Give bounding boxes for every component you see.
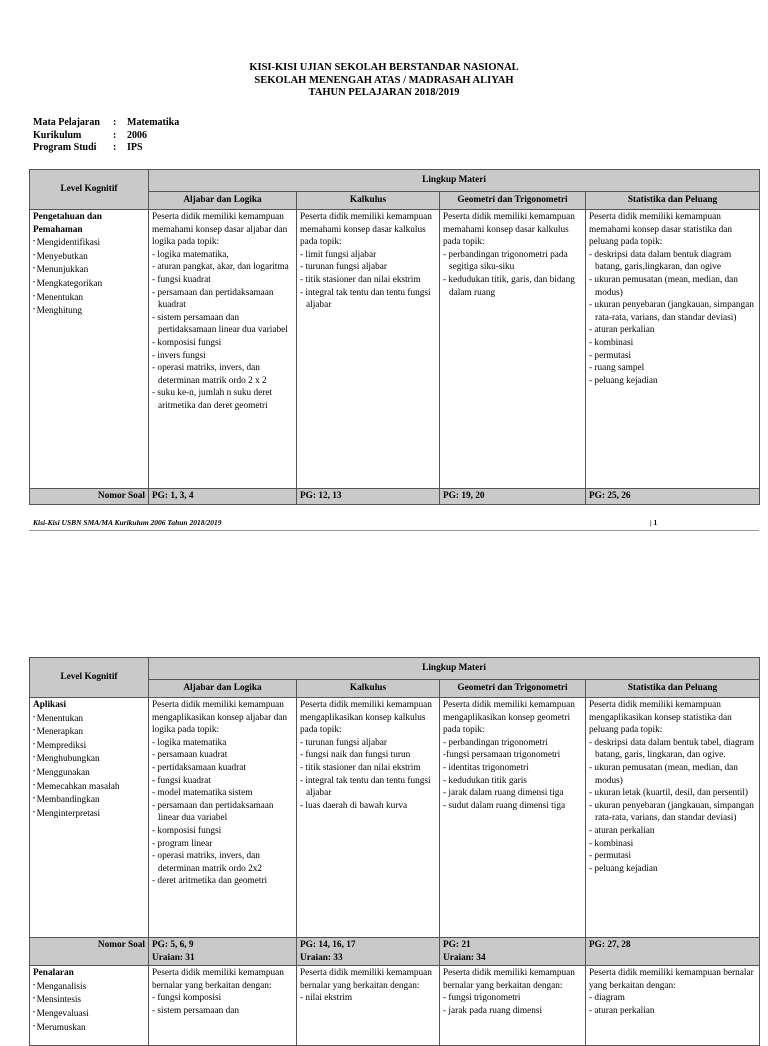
meta-row-subject: Mata Pelajaran : Matematika — [33, 117, 180, 128]
list-item: • Menghubungkan — [33, 752, 145, 766]
level-cell — [30, 966, 149, 1046]
topic-list — [300, 737, 436, 813]
header-line-1: KISI-KISI UJIAN SEKOLAH BERSTANDAR NASIONAL — [249, 62, 519, 73]
list-item: - persamaan kuadrat — [152, 750, 228, 761]
header-line-3: TAHUN PELAJARAN 2018/2019 — [308, 87, 460, 98]
nomor-uraian: Uraian: 34 — [443, 952, 486, 963]
list-item: - fungsi kuadrat — [152, 775, 211, 786]
materi-cell — [440, 966, 586, 1046]
column-header-aljabar: Aljabar dan Logika — [149, 192, 297, 210]
list-item: - nilai ekstrim — [300, 993, 353, 1004]
cell-intro: Peserta didik memiliki kemampuan bernalar yang berkaitan dengan: — [589, 968, 754, 991]
list-item: - perbandingan trigonometri — [443, 737, 548, 748]
materi-cell — [149, 210, 297, 489]
list-item: - ukuran penyebaran (jangkauan, simpangan rata-rata, varians, dan standar deviasi) — [589, 300, 754, 323]
list-item: • Menentukan — [33, 712, 145, 726]
cell-intro: Peserta didik memiliki kemampuan mengaplikasikan konsep kalkulus pada topik: — [300, 700, 432, 736]
list-item: - limit fungsi aljabar — [300, 249, 377, 260]
list-item: - pertidaksamaan kuadrat — [152, 762, 246, 773]
list-item: - komposisi fungsi — [152, 825, 222, 836]
nomor-soal-value: PG: 19, 20 — [440, 489, 586, 505]
topic-list — [589, 249, 756, 388]
list-item: - kombinasi — [589, 337, 634, 348]
list-item: - jarak dalam ruang dimensi tiga — [443, 788, 564, 799]
list-item: - luas daerah di bawah kurva — [300, 800, 408, 811]
nomor-pg: PG: 14, 16, 17 — [300, 940, 356, 950]
list-item: - logika matematika, — [152, 249, 229, 260]
list-item: - ukuran letak (kuartil, desil, dan persentil) — [589, 788, 749, 799]
list-item: - permutasi — [589, 350, 632, 361]
list-item: - deret aritmetika dan geometri — [152, 876, 268, 887]
column-header-geometri: Geometri dan Trigonometri — [440, 680, 586, 698]
list-item: -fungsi persamaan trigonometri — [443, 750, 561, 761]
materi-cell — [586, 966, 760, 1046]
table-row — [30, 966, 760, 1046]
list-item: - perbandingan trigonometri pada segitiga siku-siku — [443, 249, 568, 273]
topic-list — [443, 992, 582, 1017]
list-item: - aturan perkalian — [589, 1005, 655, 1016]
cell-intro: Peserta didik memiliki kemampuan bernalar yang berkaitan dengan: — [443, 968, 575, 991]
column-header-statistika: Statistika dan Peluang — [586, 680, 760, 698]
list-item: - operasi matriks, invers, dan determinan matrik ordo 2 x 2 — [152, 363, 267, 386]
materi-cell — [297, 210, 440, 489]
column-header-statistika: Statistika dan Peluang — [586, 192, 760, 210]
list-item: • Membandingkan — [33, 793, 145, 807]
level-cell — [30, 210, 149, 489]
kisi-table-page-1 — [29, 169, 760, 505]
list-item: - turunan fungsi aljabar — [300, 262, 387, 273]
nomor-soal-label: Nomor Soal — [30, 938, 149, 966]
level-title: Pengetahuan dan Pemahaman — [33, 212, 102, 235]
kisi-table-page-2 — [29, 657, 760, 1046]
list-item: - aturan perkalian — [589, 325, 655, 336]
list-item: - ukuran penyebaran (jangkauan, simpangan rata-rata, varians, dan standar deviasi) — [589, 800, 754, 824]
list-item: - sudut dalam ruang dimensi tiga — [443, 800, 566, 811]
topic-list — [443, 249, 582, 299]
list-item: - operasi matriks, invers, dan determinan matrik ordo 2x2 — [152, 851, 263, 874]
materi-cell — [297, 966, 440, 1046]
list-item: - kedudukan titik, garis, dan bidang dalam ruang — [443, 274, 575, 298]
nomor-soal-value — [297, 938, 440, 966]
list-item: • Menganalisis — [33, 980, 145, 994]
list-item: • Menghitung — [33, 304, 145, 318]
cell-intro: Peserta didik memiliki kemampuan memahami konsep dasar aljabar dan logika pada topik: — [152, 212, 288, 248]
materi-cell — [440, 698, 586, 938]
level-kognitif-header: Level Kognitif — [30, 658, 149, 698]
nomor-uraian: Uraian: 31 — [152, 952, 195, 963]
cell-intro: Peserta didik memiliki kemampuan mengaplikasikan konsep geometri pada topik: — [443, 700, 575, 736]
nomor-uraian: Uraian: 33 — [300, 952, 343, 963]
list-item: - peluang kejadian — [589, 863, 658, 874]
cell-intro: Peserta didik memiliki kemampuan mengaplikasikan konsep aljabar dan logika pada topik: — [152, 700, 288, 736]
nomor-pg: PG: 21 — [443, 940, 471, 950]
list-item: - program linear — [152, 838, 213, 849]
column-header-aljabar: Aljabar dan Logika — [149, 680, 297, 698]
list-item: • Memecahkan masalah — [33, 780, 145, 794]
list-item: - suku ke-n, jumlah n suku deret aritmetika dan deret geometri — [152, 388, 273, 411]
list-item: - persamaan dan pertidaksamaan linear dua variabel — [152, 800, 274, 824]
cell-intro: Peserta didik memiliki kemampuan bernalar yang berkaitan dengan: — [300, 968, 432, 991]
list-item: - ukuran pemusatan (mean, median, dan modus) — [589, 762, 738, 786]
nomor-pg: PG: 5, 6, 9 — [152, 940, 194, 950]
nomor-soal-label: Nomor Soal — [30, 489, 149, 505]
level-title: Penalaran — [33, 968, 74, 979]
list-item: - fungsi komposisi — [152, 993, 222, 1004]
list-item: • Menunjukkan — [33, 263, 145, 277]
document-header — [0, 62, 768, 100]
list-item: - deskripsi data dalam bentuk tabel, diagram batang, garis, lingkaran, dan ogive. — [589, 737, 754, 761]
list-item: - permutasi — [589, 851, 632, 862]
nomor-soal-value: PG: 1, 3, 4 — [149, 489, 297, 505]
topic-list — [152, 249, 293, 413]
list-item: - jarak pada ruang dimensi — [443, 1005, 543, 1016]
nomor-soal-row — [30, 938, 760, 966]
cell-intro: Peserta didik memiliki kemampuan memahami konsep dasar kalkulus pada topik: — [300, 212, 432, 248]
meta-row-curriculum: Kurikulum : 2006 — [33, 129, 147, 141]
list-item: - diagram — [589, 993, 625, 1004]
column-header-kalkulus: Kalkulus — [297, 192, 440, 210]
list-item: • Merumuskan — [33, 1021, 145, 1035]
level-cell — [30, 698, 149, 938]
topic-list — [589, 737, 756, 876]
list-item: • Menggunakan — [33, 766, 145, 780]
nomor-soal-value — [440, 938, 586, 966]
list-item: • Mensintesis — [33, 993, 145, 1007]
list-item: - kombinasi — [589, 838, 634, 849]
list-item: • Menyebutkan — [33, 250, 145, 264]
list-item: - identitas trigonometri — [443, 762, 529, 773]
list-item: - invers fungsi — [152, 350, 206, 361]
list-item: - fungsi naik dan fungsi turun — [300, 750, 411, 761]
nomor-pg: PG: 27, 28 — [589, 940, 631, 950]
list-item: • Memprediksi — [33, 739, 145, 753]
nomor-soal-value: PG: 12, 13 — [297, 489, 440, 505]
level-list — [33, 712, 145, 821]
list-item: - fungsi trigonometri — [443, 993, 521, 1004]
topic-list — [152, 737, 293, 888]
lingkup-materi-header: Lingkup Materi — [149, 658, 760, 680]
materi-cell — [149, 966, 297, 1046]
list-item: - sistem persamaan dan — [152, 1005, 239, 1016]
list-item: • Menerapkan — [33, 725, 145, 739]
level-title: Aplikasi — [33, 700, 67, 710]
level-kognitif-header: Level Kognitif — [30, 170, 149, 210]
materi-cell — [586, 698, 760, 938]
list-item: - integral tak tentu dan tentu fungsi aljabar — [300, 775, 431, 799]
list-item: - logika matematika — [152, 737, 227, 748]
list-item: - komposisi fungsi — [152, 337, 222, 348]
cell-intro: Peserta didik memiliki kemampuan mengaplikasikan konsep statistika dan peluang pada topik: — [589, 700, 732, 736]
nomor-soal-value: PG: 25, 26 — [586, 489, 760, 505]
header-line-2: SEKOLAH MENENGAH ATAS / MADRASAH ALIYAH — [254, 74, 514, 86]
list-item: • Mengevaluasi — [33, 1007, 145, 1021]
table-row — [30, 698, 760, 938]
topic-list — [152, 992, 293, 1017]
nomor-soal-value — [149, 938, 297, 966]
topic-list — [443, 737, 582, 813]
list-item: - ukuran pemusatan (mean, median, dan modus) — [589, 274, 738, 298]
topic-list — [300, 249, 436, 312]
page-footer-text: Kisi-Kisi USBN SMA/MA Kurikulum 2006 Tahun 2018/2019 — [33, 518, 222, 527]
materi-cell — [440, 210, 586, 489]
list-item: • Mengkategorikan — [33, 277, 145, 291]
table-row — [30, 210, 760, 489]
footer-divider — [29, 530, 759, 531]
list-item: - kedudukan titik garis — [443, 775, 527, 786]
list-item: - fungsi kuadrat — [152, 274, 211, 285]
list-item: • Mengidentifikasi — [33, 236, 145, 250]
nomor-soal-value — [586, 938, 760, 966]
list-item: - titik stasioner dan nilai ekstrim — [300, 762, 421, 773]
list-item: - aturan pangkat, akar, dan logaritma — [152, 262, 289, 273]
materi-cell — [586, 210, 760, 489]
materi-cell — [149, 698, 297, 938]
list-item: - ruang sampel — [589, 363, 645, 374]
page-number: | 1 — [650, 518, 658, 527]
list-item: - integral tak tentu dan tentu fungsi aljabar — [300, 287, 431, 311]
materi-cell — [297, 698, 440, 938]
list-item: - deskripsi data dalam bentuk diagram batang, garis,lingkaran, dan ogive — [589, 249, 732, 273]
cell-intro: Peserta didik memiliki kemampuan memahami konsep dasar statistika dan peluang pada topik: — [589, 212, 733, 248]
lingkup-materi-header: Lingkup Materi — [149, 170, 760, 192]
level-list — [33, 236, 145, 318]
list-item: - persamaan dan pertidaksamaan kuadrat — [152, 287, 274, 311]
list-item: • Menginterpretasi — [33, 807, 145, 821]
list-item: • Menentukan — [33, 291, 145, 305]
cell-intro: Peserta didik memiliki kemampuan memahami konsep dasar kalkulus pada topik: — [443, 212, 575, 248]
list-item: - peluang kejadian — [589, 375, 658, 386]
list-item: - sistem persamaan dan pertidaksamaan linear dua variabel — [152, 312, 288, 336]
list-item: - titik stasioner dan nilai ekstrim — [300, 274, 421, 285]
subject-meta — [33, 117, 179, 155]
level-list — [33, 980, 145, 1034]
list-item: - aturan perkalian — [589, 825, 655, 836]
meta-row-program: Program Studi : IPS — [33, 142, 143, 153]
list-item: - turunan fungsi aljabar — [300, 737, 387, 748]
column-header-kalkulus: Kalkulus — [297, 680, 440, 698]
nomor-soal-row — [30, 489, 760, 505]
cell-intro: Peserta didik memiliki kemampuan bernalar yang berkaitan dengan: — [152, 968, 284, 991]
list-item: - model matematika sistem — [152, 788, 253, 799]
topic-list — [589, 992, 756, 1017]
topic-list — [300, 992, 436, 1005]
column-header-geometri: Geometri dan Trigonometri — [440, 192, 586, 210]
